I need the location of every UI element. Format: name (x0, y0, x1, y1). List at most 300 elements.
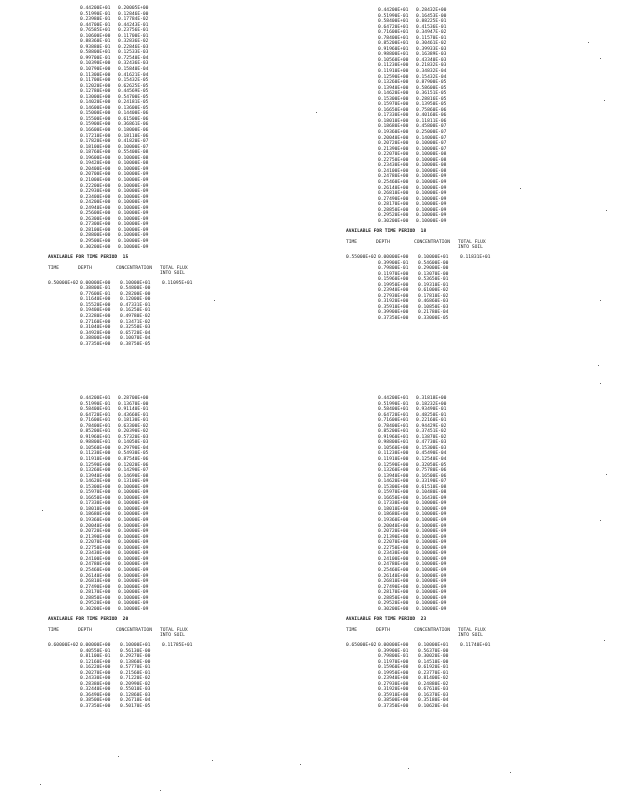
data-table (48, 643, 298, 710)
depth-value: 0.22070E+00 (80, 540, 111, 546)
scan-speck (604, 100, 605, 101)
concentration-value: 0.11570E-01 (416, 35, 447, 41)
concentration-value: 0.54930E-05 (118, 451, 149, 457)
concentration-value: 0.10000E-09 (118, 484, 149, 490)
depth-cell: 0.15960E+00 (378, 665, 409, 671)
depth-value: 0.51990E-01 (80, 11, 111, 17)
concentration-value: 0.10000E-07 (416, 146, 447, 152)
concentration-value: 0.34947E-02 (416, 30, 447, 36)
depth-value: 0.24940E+00 (80, 205, 111, 211)
concentration-value: 0.10000E-09 (416, 540, 447, 546)
depth-cell: 0.16220E+00 (80, 665, 111, 671)
depth-value: 0.11300E+00 (80, 72, 111, 78)
depth-value: 0.64720E+01 (80, 412, 111, 418)
depth-value: 0.17820E+00 (80, 139, 111, 145)
depth-value: 0.78400E+01 (378, 423, 409, 429)
depth-value: 0.22070E+00 (378, 540, 409, 546)
depth-value: 0.19360E+00 (378, 130, 409, 136)
depth-cell: 0.00000E+00 (378, 642, 409, 648)
header-into-soil: INTO SOIL (458, 245, 483, 251)
depth-cell: 0.37350E+00 (378, 315, 409, 321)
concentration-value: 0.10000E-09 (118, 222, 149, 228)
depth-value: 0.28170E+00 (80, 590, 111, 596)
concentration-cell: 0.23770E-01 (418, 670, 449, 676)
depth-value: 0.24100E+00 (378, 556, 409, 562)
concentration-value: 0.10000E-09 (118, 490, 149, 496)
table-row (346, 316, 596, 322)
depth-value: 0.13940E+00 (378, 473, 409, 479)
output-panel-top-right (346, 8, 596, 322)
concentration-value: 0.22160E-01 (416, 418, 447, 424)
continuation-row (80, 245, 298, 251)
depth-cell: 0.34920E+00 (80, 330, 111, 336)
concentration-cell: 0.10000E+01 (418, 642, 449, 648)
depth-value: 0.18100E+00 (80, 144, 111, 150)
depth-cell: 0.77600E-01 (80, 291, 111, 297)
depth-value: 0.26140E+00 (378, 185, 409, 191)
depth-value: 0.21390E+00 (80, 534, 111, 540)
depth-cell: 0.12160E+00 (80, 659, 111, 665)
concentration-value: 0.45800E-07 (416, 124, 447, 130)
concentration-value: 0.10000E-09 (118, 177, 149, 183)
depth-value: 0.15300E+00 (378, 484, 409, 490)
header-total-flux: TOTAL FLUX (458, 627, 486, 633)
header-total-flux: TOTAL FLUX (458, 239, 486, 245)
flux-cell: 0.11831E+01 (460, 254, 491, 260)
depth-value: 0.10560E+00 (378, 57, 409, 63)
concentration-value: 0.40160E-06 (416, 113, 447, 119)
concentration-value: 0.55400E-08 (118, 150, 149, 156)
depth-value: 0.28850E+00 (378, 207, 409, 213)
depth-value: 0.22750E+00 (378, 157, 409, 163)
depth-cell: 0.31040E+00 (80, 325, 111, 331)
depth-value: 0.85200E+01 (80, 429, 111, 435)
depth-value: 0.14620E+00 (80, 479, 111, 485)
depth-value: 0.13260E+00 (80, 468, 111, 474)
concentration-value: 0.10000E-09 (118, 189, 149, 195)
concentration-cell: 0.13070E-00 (418, 271, 449, 277)
depth-value: 0.16650E+00 (80, 495, 111, 501)
depth-value: 0.18010E+00 (378, 118, 409, 124)
depth-cell: 0.31920E+00 (378, 687, 409, 693)
header-time: TIME (346, 239, 358, 245)
concentration-value: 0.10000E-09 (118, 183, 149, 189)
concentration-value: 0.15840E-04 (118, 67, 149, 73)
depth-cell: 0.23280E+00 (80, 313, 111, 319)
flux-cell: 0.11785E+01 (162, 642, 193, 648)
depth-value: 0.18680E+00 (378, 124, 409, 130)
depth-cell: 0.00000E+00 (80, 642, 111, 648)
depth-cell: 0.37350E+00 (80, 703, 111, 709)
concentration-value: 0.45490E-04 (416, 451, 447, 457)
depth-cell: 0.35910E+00 (378, 692, 409, 698)
concentration-value: 0.23756E-01 (118, 28, 149, 34)
depth-cell: 0.39900E-01 (378, 260, 409, 266)
concentration-value: 0.10000E-09 (118, 244, 149, 250)
time-cell: 0.60000E+02 (48, 642, 79, 648)
depth-value: 0.24780E+00 (378, 174, 409, 180)
depth-value: 0.98800E+01 (378, 52, 409, 58)
depth-value: 0.16650E+00 (378, 107, 409, 113)
concentration-value: 0.20005E+00 (118, 6, 149, 11)
depth-value: 0.14020E+00 (80, 100, 111, 106)
depth-value: 0.23430E+00 (378, 551, 409, 557)
depth-value: 0.10600E+00 (80, 33, 111, 39)
concentration-value: 0.15300E-03 (416, 445, 447, 451)
depth-value: 0.11910E+00 (378, 457, 409, 463)
depth-cell: 0.11970E+00 (378, 271, 409, 277)
concentration-cell: 0.12000E-00 (120, 297, 151, 303)
scan-speck (606, 210, 607, 211)
section-title: AVAILABLE FOR TIME PERIOD 15 (48, 255, 129, 261)
concentration-cell: 0.13860E-00 (120, 659, 151, 665)
concentration-cell: 0.33000E-05 (418, 315, 449, 321)
concentration-cell: 0.35180E-04 (418, 698, 449, 704)
depth-cell: 0.28380E+00 (80, 681, 111, 687)
scan-speck (520, 188, 521, 189)
concentration-value: 0.10000E-09 (416, 562, 447, 568)
concentration-value: 0.16500E-06 (416, 473, 447, 479)
depth-value: 0.18680E+00 (80, 512, 111, 518)
header-depth: DEPTH (78, 627, 92, 633)
concentration-value: 0.14050E-03 (118, 440, 149, 446)
concentration-cell: 0.21780E-04 (418, 310, 449, 316)
scan-speck (600, 300, 601, 301)
depth-value: 0.11910E+00 (80, 457, 111, 463)
depth-cell: 0.15520E+00 (80, 302, 111, 308)
depth-value: 0.12020E+00 (80, 83, 111, 89)
concentration-value: 0.28816E-05 (416, 96, 447, 102)
concentration-value: 0.10000E-09 (118, 211, 149, 217)
concentration-value: 0.16430E-09 (416, 495, 447, 501)
concentration-value: 0.10000E-09 (416, 202, 447, 208)
depth-value: 0.19360E+00 (80, 518, 111, 524)
scan-speck (588, 42, 589, 43)
concentration-value: 0.12020E-06 (118, 462, 149, 468)
scan-speck (600, 520, 601, 521)
concentration-value: 0.10000E-09 (118, 495, 149, 501)
concentration-cell: 0.19310E-01 (418, 282, 449, 288)
depth-value: 0.17330E+00 (378, 501, 409, 507)
depth-cell: 0.38500E+00 (80, 698, 111, 704)
depth-value: 0.58400E+01 (378, 407, 409, 413)
concentration-cell: 0.61000E-02 (418, 288, 449, 294)
depth-value: 0.30200E+00 (378, 218, 409, 224)
concentration-value: 0.87540E-06 (118, 457, 149, 463)
depth-value: 0.18010E+00 (80, 506, 111, 512)
concentration-value: 0.10000E-09 (118, 518, 149, 524)
scan-speck (600, 58, 601, 59)
concentration-value: 0.10480E-08 (416, 490, 447, 496)
depth-value: 0.78400E+01 (378, 35, 409, 41)
output-panel-top-left (48, 6, 298, 347)
concentration-value: 0.20390E-02 (118, 429, 149, 435)
depth-value: 0.11910E+00 (378, 69, 409, 75)
concentration-cell: 0.24880E-02 (418, 681, 449, 687)
depth-value: 0.14620E+00 (378, 479, 409, 485)
concentration-value: 0.10000E-08 (118, 161, 149, 167)
concentration-value: 0.54700E-05 (118, 94, 149, 100)
concentration-cell: 0.30020E-00 (418, 654, 449, 660)
scan-speck (42, 510, 43, 511)
concentration-value: 0.10000E-09 (416, 185, 447, 191)
concentration-cell: 0.26710E-04 (120, 698, 151, 704)
depth-value: 0.23430E+00 (378, 163, 409, 169)
depth-cell: 0.31920E+00 (378, 299, 409, 305)
concentration-value: 0.10000E-09 (118, 567, 149, 573)
concentration-value: 0.88225E-01 (416, 19, 447, 25)
concentration-value: 0.47730E-03 (416, 440, 447, 446)
depth-cell: 0.79800E-01 (378, 654, 409, 660)
header-total-flux: TOTAL FLUX (160, 265, 188, 271)
depth-value: 0.44200E+01 (80, 6, 111, 11)
depth-value: 0.51990E-01 (80, 401, 111, 407)
depth-value: 0.15300E+00 (378, 96, 409, 102)
concentration-value: 0.10000E-09 (118, 233, 149, 239)
depth-value: 0.13940E+00 (80, 473, 111, 479)
depth-value: 0.14600E+00 (80, 105, 111, 111)
depth-value: 0.98800E+01 (80, 440, 111, 446)
depth-value: 0.29520E+00 (80, 601, 111, 607)
concentration-value: 0.10000E-09 (416, 501, 447, 507)
concentration-value: 0.10000E-09 (416, 196, 447, 202)
depth-value: 0.17210E+00 (80, 133, 111, 139)
depth-value: 0.30200E+00 (80, 606, 111, 612)
depth-value: 0.25460E+00 (378, 567, 409, 573)
depth-value: 0.18680E+00 (378, 512, 409, 518)
concentration-value: 0.10000E-09 (416, 506, 447, 512)
scan-speck (408, 768, 409, 769)
concentration-value: 0.36861E-06 (118, 122, 149, 128)
depth-value: 0.51990E-01 (378, 401, 409, 407)
concentration-value: 0.41536E-01 (416, 24, 447, 30)
section-title: AVAILABLE FOR TIME PERIOD 23 (346, 617, 427, 623)
concentration-value: 0.10000E-09 (118, 601, 149, 607)
flux-cell: 0.11740E+01 (460, 642, 491, 648)
concentration-value: 0.28700E+00 (118, 396, 149, 401)
depth-value: 0.71600E+01 (378, 418, 409, 424)
depth-value: 0.21390E+00 (378, 146, 409, 152)
depth-value: 0.18010E+00 (378, 506, 409, 512)
data-table (346, 643, 596, 710)
concentration-cell: 0.10000E+01 (120, 280, 151, 286)
depth-value: 0.22750E+00 (80, 545, 111, 551)
header-depth: DEPTH (376, 627, 390, 633)
concentration-cell: 0.29270E-00 (120, 654, 151, 660)
depth-value: 0.11230E+00 (378, 451, 409, 457)
concentration-value: 0.10000E-09 (416, 191, 447, 197)
concentration-value: 0.12540E-04 (416, 457, 447, 463)
concentration-cell: 0.46860E-03 (418, 299, 449, 305)
depth-value: 0.91960E+01 (378, 434, 409, 440)
depth-value: 0.58800E+01 (80, 50, 111, 56)
depth-value: 0.10790E+00 (80, 67, 111, 73)
depth-cell: 0.27930E+00 (378, 681, 409, 687)
depth-cell: 0.79800E-01 (378, 266, 409, 272)
concentration-value: 0.10000E-09 (416, 595, 447, 601)
concentration-value: 0.32050E-05 (416, 462, 447, 468)
concentration-value: 0.10000E-09 (118, 579, 149, 585)
concentration-value: 0.63300E-02 (118, 423, 149, 429)
depth-value: 0.16650E+00 (378, 495, 409, 501)
concentration-value: 0.10000E-09 (118, 200, 149, 206)
scan-speck (604, 640, 605, 641)
depth-value: 0.64720E+01 (378, 412, 409, 418)
concentration-value: 0.18232E+00 (416, 401, 447, 407)
depth-value: 0.78400E+01 (80, 423, 111, 429)
concentration-value: 0.10000E-09 (118, 205, 149, 211)
concentration-cell: 0.14510E-00 (418, 659, 449, 665)
depth-value: 0.28850E+00 (378, 595, 409, 601)
header-into-soil: INTO SOIL (160, 633, 185, 639)
depth-value: 0.20720E+00 (80, 529, 111, 535)
concentration-value: 0.13870E-02 (416, 434, 447, 440)
concentration-value: 0.10000E-09 (416, 218, 447, 224)
concentration-value: 0.10000E-09 (118, 551, 149, 557)
depth-value: 0.15970E+00 (378, 102, 409, 108)
depth-value: 0.25460E+00 (378, 179, 409, 185)
continuation-table (48, 396, 298, 612)
concentration-value: 0.41621E-04 (118, 72, 149, 78)
header-concentration: CONCENTRATION (414, 239, 450, 245)
depth-value: 0.25600E+00 (80, 211, 111, 217)
depth-value: 0.10390E+00 (80, 61, 111, 67)
continuation-row (80, 607, 298, 613)
concentration-cell: 0.53650E-01 (418, 277, 449, 283)
depth-value: 0.15970E+00 (80, 490, 111, 496)
concentration-value: 0.75780E-06 (416, 468, 447, 474)
concentration-value: 0.10000E-09 (118, 573, 149, 579)
concentration-value: 0.93490E-01 (416, 407, 447, 413)
depth-value: 0.71600E+01 (378, 30, 409, 36)
continuation-row (378, 607, 596, 613)
concentration-value: 0.18000E-06 (118, 128, 149, 134)
concentration-value: 0.10000E-07 (416, 141, 447, 147)
header-total-flux: TOTAL FLUX (160, 627, 188, 633)
concentration-value: 0.61510E-08 (416, 484, 447, 490)
table-row (48, 342, 298, 348)
depth-value: 0.15000E+00 (80, 111, 111, 117)
depth-cell: 0.39900E+00 (378, 310, 409, 316)
concentration-value: 0.10000E-09 (118, 540, 149, 546)
concentration-value: 0.10000E-09 (416, 534, 447, 540)
concentration-value: 0.29790E-04 (118, 445, 149, 451)
concentration-value: 0.10000E-09 (416, 556, 447, 562)
depth-value: 0.21000E+00 (80, 177, 111, 183)
depth-value: 0.10560E+00 (378, 445, 409, 451)
concentration-value: 0.22846E-03 (118, 44, 149, 50)
scan-speck (300, 764, 301, 765)
depth-value: 0.99700E-01 (80, 55, 111, 61)
concentration-value: 0.10000E-09 (416, 207, 447, 213)
table-row (346, 704, 596, 710)
depth-value: 0.26140E+00 (378, 573, 409, 579)
depth-value: 0.23400E+00 (80, 194, 111, 200)
concentration-value: 0.13100E-09 (118, 479, 149, 485)
concentration-value: 0.41820E-07 (118, 139, 149, 145)
concentration-value: 0.10000E-09 (118, 166, 149, 172)
concentration-value: 0.33190E-07 (416, 479, 447, 485)
scan-speck (118, 756, 119, 757)
depth-value: 0.22930E+00 (80, 189, 111, 195)
depth-cell: 0.32440E+00 (80, 687, 111, 693)
concentration-value: 0.10000E-09 (118, 595, 149, 601)
depth-value: 0.15300E+00 (80, 484, 111, 490)
section-title: AVAILABLE FOR TIME PERIOD 18 (346, 229, 427, 235)
depth-value: 0.20400E+00 (80, 166, 111, 172)
concentration-value: 0.10000E-09 (118, 556, 149, 562)
depth-cell: 0.00000E+00 (80, 280, 111, 286)
scan-speck (600, 383, 601, 384)
depth-value: 0.10560E+00 (80, 445, 111, 451)
depth-value: 0.13940E+00 (378, 85, 409, 91)
data-table (346, 255, 596, 322)
concentration-value: 0.10000E-09 (118, 523, 149, 529)
concentration-value: 0.18130E-01 (118, 418, 149, 424)
concentration-value: 0.61500E-06 (118, 116, 149, 122)
concentration-cell: 0.10000E+01 (418, 254, 449, 260)
concentration-value: 0.12533E-03 (118, 50, 149, 56)
concentration-cell: 0.12860E-03 (120, 692, 151, 698)
concentration-value: 0.10000E-09 (416, 601, 447, 607)
concentration-cell: 0.54600E-00 (418, 260, 449, 266)
concentration-value: 0.10000E-09 (416, 179, 447, 185)
depth-value: 0.22070E+00 (378, 152, 409, 158)
depth-value: 0.15500E+00 (80, 116, 111, 122)
depth-value: 0.12590E+00 (80, 462, 111, 468)
concentration-value: 0.32436E-03 (118, 61, 149, 67)
depth-cell: 0.37350E+00 (378, 703, 409, 709)
depth-cell: 0.00000E+00 (378, 254, 409, 260)
depth-value: 0.19600E+00 (80, 155, 111, 161)
concentration-cell: 0.16250E-01 (120, 308, 151, 314)
depth-cell: 0.11640E+00 (80, 297, 111, 303)
depth-cell: 0.81100E-01 (80, 654, 111, 660)
header-concentration: CONCENTRATION (116, 627, 152, 633)
concentration-value: 0.18110E-06 (118, 133, 149, 139)
depth-value: 0.12780E+00 (80, 89, 111, 95)
time-cell: 0.65000E+02 (346, 642, 377, 648)
concentration-cell: 0.54800E-00 (120, 286, 151, 292)
header-depth: DEPTH (78, 265, 92, 271)
depth-cell: 0.23940E+00 (378, 288, 409, 294)
concentration-value: 0.10000E-09 (118, 512, 149, 518)
depth-value: 0.24100E+00 (378, 168, 409, 174)
concentration-cell: 0.10070E-04 (120, 336, 151, 342)
concentration-value: 0.24181E-05 (118, 100, 149, 106)
concentration-cell: 0.67610E-03 (418, 687, 449, 693)
depth-cell: 0.38500E+00 (378, 698, 409, 704)
concentration-value: 0.13670E-00 (118, 401, 149, 407)
concentration-value: 0.43660E-01 (118, 412, 149, 418)
depth-value: 0.71600E+01 (80, 418, 111, 424)
depth-cell: 0.19400E+00 (80, 308, 111, 314)
section-title: AVAILABLE FOR TIME PERIOD 20 (48, 617, 129, 623)
concentration-value: 0.91140E-01 (118, 407, 149, 413)
depth-value: 0.26300E+00 (80, 216, 111, 222)
depth-value: 0.20700E+00 (80, 172, 111, 178)
scan-speck (214, 300, 215, 301)
time-cell: 0.55000E+02 (346, 254, 377, 260)
concentration-value: 0.57320E-03 (118, 434, 149, 440)
concentration-value: 0.75860E-06 (416, 107, 447, 113)
concentration-value: 0.39933E-03 (416, 46, 447, 52)
concentration-value: 0.10000E-08 (416, 152, 447, 158)
header-time: TIME (48, 265, 60, 271)
depth-cell: 0.27930E+00 (378, 293, 409, 299)
concentration-value: 0.13950E-05 (416, 102, 447, 108)
header-time: TIME (48, 627, 60, 633)
